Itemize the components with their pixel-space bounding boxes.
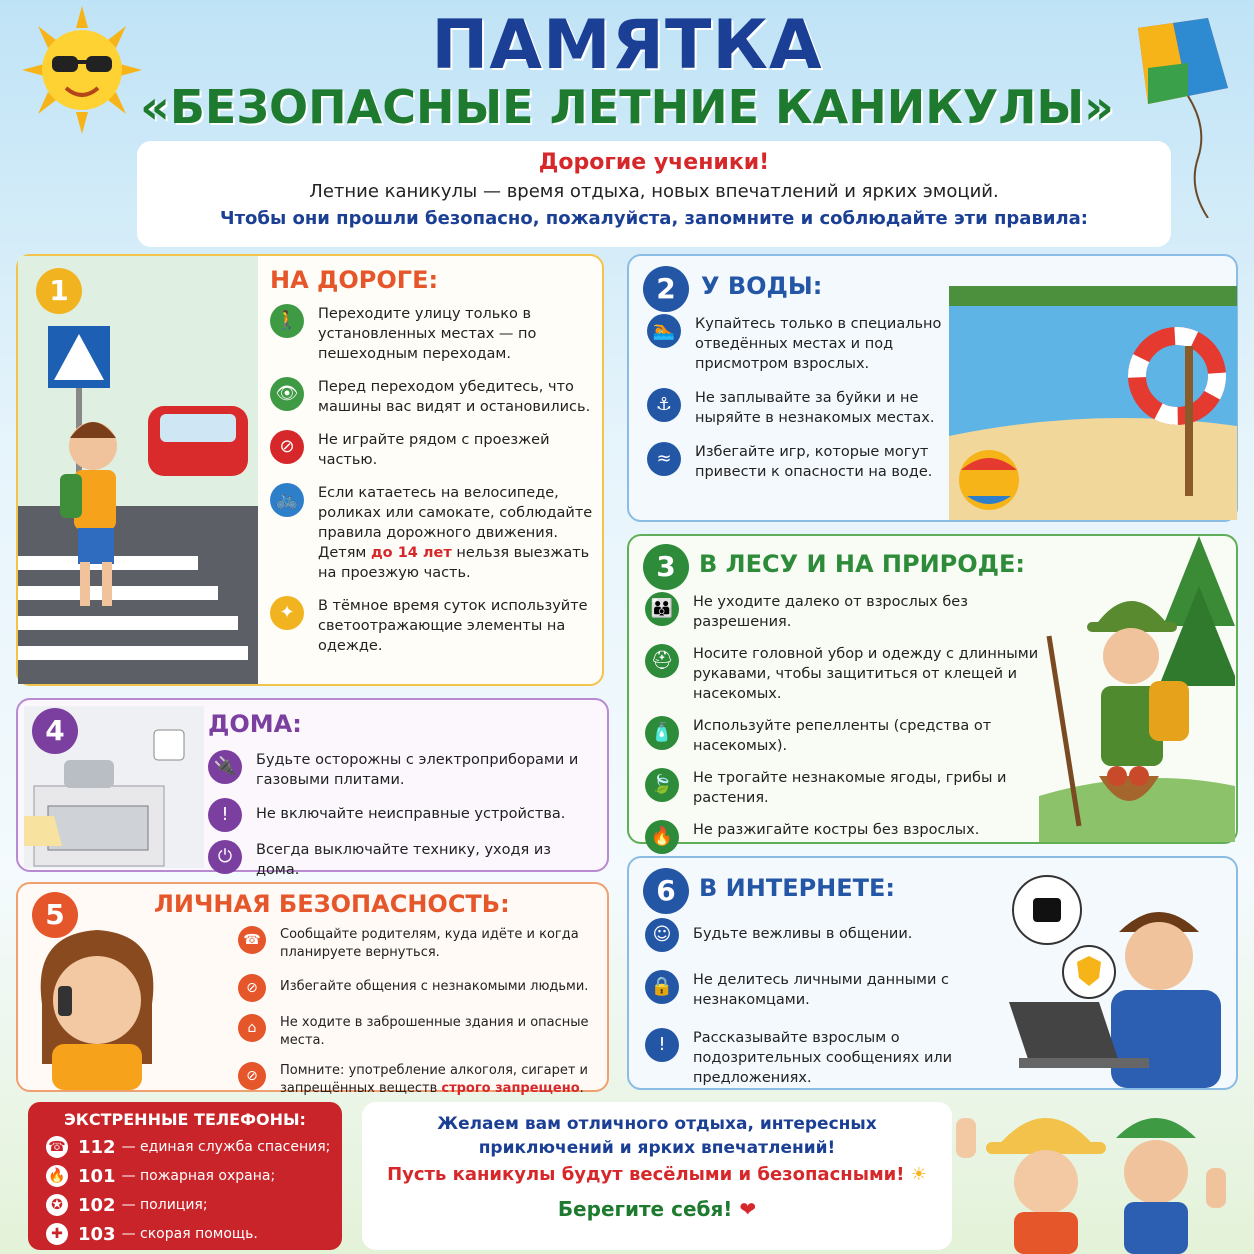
phone-icon: ☎ [46,1136,68,1158]
section-internet [627,856,1238,1090]
swimmer-icon: 🏊 [647,314,681,348]
electric-plug-icon: 🔌 [208,750,242,784]
rule-item: 🍃 Не трогайте незнакомые ягоды, грибы и растения. [645,768,1065,808]
pedestrian-icon: 🚶 [270,304,304,338]
heart-icon: ❤ [739,1197,757,1221]
reflector-icon: ✦ [270,596,304,630]
emergency-phone-row[interactable]: ✪ 102 — полиция; [46,1194,342,1216]
rule-item: 👪 Не уходите далеко от взрослых без разрешения. [645,592,1065,632]
section-water [627,254,1238,522]
rule-item: ⊘ Не играйте рядом с проезжей частью. [270,430,596,470]
no-strangers-icon: ⊘ [238,974,266,1002]
no-abandoned-buildings-icon: ⌂ [238,1014,266,1042]
section-number: 3 [643,544,689,590]
rule-item: 🚲 Если катаетесь на велосипеде, роликах или самокате, соблюдайте правила дорожного движения. Детям до 14 лет нельзя выезжать на проезжую часть. [270,483,596,583]
water-games-icon: ≈ [647,442,681,476]
smiley-icon: ☺ [645,918,679,952]
no-smoking-icon: ⊘ [238,1062,266,1090]
section-title: В ИНТЕРНЕТЕ: [699,874,896,902]
greeting: Дорогие ученики! [538,150,770,175]
warning-icon: ! [208,798,242,832]
section-number: 6 [643,868,689,914]
rule-item: 🚶 Переходите улицу только в установленных местах — по пешеходным переходам. [270,304,596,364]
rule-item: 👁 Перед переходом убедитесь, что машины вас видят и остановились. [270,377,596,417]
section-title: В ЛЕСУ И НА ПРИРОДЕ: [699,550,1026,578]
police-icon: ✪ [46,1194,68,1216]
rule-item: ⊘ Избегайте общения с незнакомыми людьми. [238,974,598,1002]
happy-kids-illustration [956,1078,1246,1254]
emergency-phone-row[interactable]: ✚ 103 — скорая помощь. [46,1223,342,1245]
rule-item: ⊘ Помните: употребление алкоголя, сигарет и запрещённых веществ строго запрещено. [238,1062,598,1098]
fire-icon: 🔥 [46,1165,68,1187]
boy-with-laptop-illustration [999,862,1235,1088]
section-road [16,254,604,686]
wish-line: Берегите себя! ❤ [557,1197,757,1221]
section-number: 5 [32,892,78,938]
rule-item: ! Рассказывайте взрослым о подозрительных сообщениях или предложениях. [645,1028,1015,1088]
medical-cross-icon: ✚ [46,1223,68,1245]
girl-on-phone-illustration [22,914,172,1090]
hat-icon: ⛑ [645,644,679,678]
rule-item: ⏻ Всегда выключайте технику, уходя из дома. [208,840,598,880]
lock-icon: 🔒 [645,970,679,1004]
rule-item: ⚓ Не заплывайте за буйки и не ныряйте в незнакомых местах. [647,388,977,428]
wish-box [362,1102,952,1250]
section-number: 2 [643,266,689,312]
sun-icon: ☀ [910,1164,927,1185]
no-play-icon: ⊘ [270,430,304,464]
emergency-phone-row[interactable]: ☎ 112 — единая служба спасения; [46,1136,342,1158]
section-number: 4 [32,708,78,754]
rule-item: ✦ В тёмное время суток используйте светоотражающие элементы на одежде. [270,596,596,656]
section-title: ДОМА: [208,710,302,738]
call-line: Чтобы они прошли безопасно, пожалуйста, запомните и соблюдайте эти правила: [220,208,1088,229]
rule-item: 🧴 Используйте репелленты (средства от насекомых). [645,716,1065,756]
rule-item: ⛑ Носите головной убор и одежду с длинными рукавами, чтобы защититься от клещей и насекомых. [645,644,1065,704]
forest-boy-illustration [1039,536,1235,842]
family-icon: 👪 [645,592,679,626]
phone-report-icon: ☎ [238,926,266,954]
rule-item: 🔥 Не разжигайте костры без взрослых. [645,820,1065,854]
beach-illustration [949,256,1237,520]
rule-item: ☎ Сообщайте родителям, куда идёте и когда планируете вернуться. [238,926,598,962]
intro-line: Летние каникулы — время отдыха, новых впечатлений и ярких эмоций. [309,181,999,202]
intro-box [137,141,1171,247]
rule-item: ☺ Будьте вежливы в общении. [645,918,1015,952]
section-personal [16,882,609,1096]
berries-icon: 🍃 [645,768,679,802]
section-title: ЛИЧНАЯ БЕЗОПАСНОСТЬ: [154,890,510,918]
rule-item: 🔌 Будьте осторожны с электроприборами и газовыми плитами. [208,750,598,790]
repellent-icon: 🧴 [645,716,679,750]
emergency-title: ЭКСТРЕННЫЕ ТЕЛЕФОНЫ: [64,1110,306,1129]
section-number: 1 [36,268,82,314]
rule-item: ≈ Избегайте игр, которые могут привести к опасности на воде. [647,442,977,482]
page-subtitle: «БЕЗОПАСНЫЕ ЛЕТНИЕ КАНИКУЛЫ» [140,80,1114,134]
section-title: У ВОДЫ: [701,272,823,300]
wish-line: Желаем вам отличного отдыха, интересных приключений и ярких впечатлений! [437,1114,877,1158]
rule-item: 🔒 Не делитесь личными данными с незнакомцами. [645,970,1015,1010]
rule-item: ⌂ Не ходите в заброшенные здания и опасные места. [238,1014,598,1050]
section-title: НА ДОРОГЕ: [270,266,439,294]
section-home [16,698,609,878]
rule-item: 🏊 Купайтесь только в специально отведённых местах и под присмотром взрослых. [647,314,977,374]
eye-icon: 👁 [270,377,304,411]
emergency-phone-row[interactable]: 🔥 101 — пожарная охрана; [46,1165,342,1187]
campfire-icon: 🔥 [645,820,679,854]
emergency-phones [28,1102,342,1250]
rule-item: ! Не включайте неисправные устройства. [208,798,598,832]
wish-line: Пусть каникулы будут весёлыми и безопасными! ☀ [387,1164,927,1185]
section-forest [627,534,1238,847]
bicycle-icon: 🚲 [270,483,304,517]
power-icon: ⏻ [208,840,242,874]
buoy-icon: ⚓ [647,388,681,422]
page-title: ПАМЯТКА [431,6,823,85]
road-crossing-illustration [18,256,258,684]
alert-icon: ! [645,1028,679,1062]
